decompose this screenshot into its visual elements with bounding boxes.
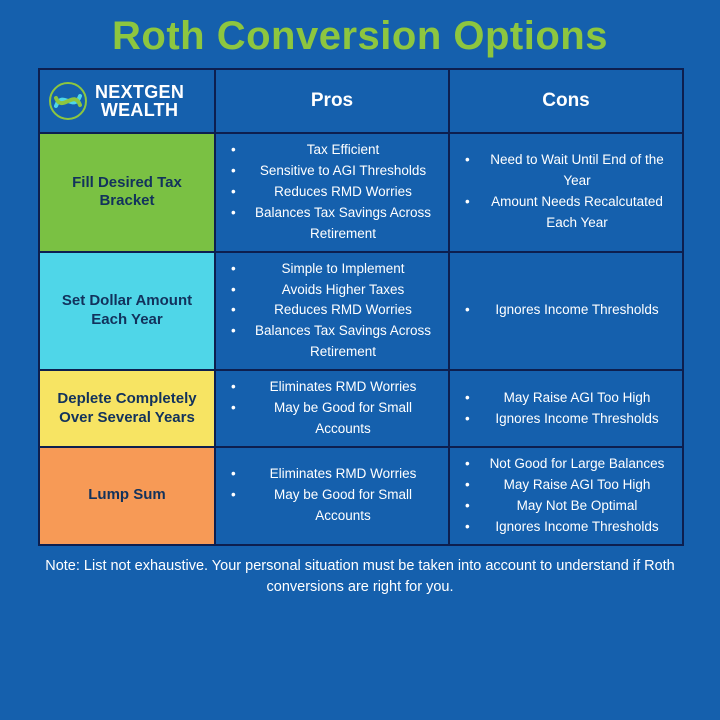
list-item-text: May Raise AGI Too High [503,476,651,492]
bullet-icon: • [231,323,236,339]
list-item [465,192,674,234]
table-body [39,133,683,545]
list-item [231,321,440,363]
list-item [231,464,440,485]
list-item-text: Ignores Income Thresholds [495,410,659,426]
list-item [231,259,440,280]
list-item [465,409,674,430]
list-item-text: Not Good for Large Balances [489,455,665,471]
bullet-icon: • [231,487,236,503]
row-pros-lump-sum [215,447,449,545]
list-item [465,150,674,192]
list-item-text: Need to Wait Until End of the Year [490,152,664,189]
row-label-fill-desired-tax-bracket: Fill Desired Tax Bracket [39,133,215,252]
list-item-text: Balances Tax Savings Across Retirement [254,323,432,360]
list-item [231,300,440,321]
logo-cell [39,69,215,133]
list-item [231,203,440,245]
list-item-text: Balances Tax Savings Across Retirement [254,204,432,241]
row-label-set-dollar-amount-each-year: Set Dollar Amount Each Year [39,252,215,371]
bullet-icon: • [231,183,236,199]
bullet-icon: • [231,379,236,395]
list-item-text: Amount Needs Recalcutated Each Year [491,194,663,231]
table-row [39,252,683,371]
row-pros-fill-desired-tax-bracket [215,133,449,252]
bullet-icon: • [465,302,470,318]
table-row [39,133,683,252]
table-header-row [39,69,683,133]
list-item-text: Eliminates RMD Worries [269,379,417,395]
row-label-deplete-completely-over-several-years: Deplete Completely Over Several Years [39,370,215,447]
bullet-icon: • [465,194,470,210]
row-pros-set-dollar-amount-each-year [215,252,449,371]
bullet-icon: • [465,152,470,168]
list-item-text: May be Good for Small Accounts [273,487,413,524]
row-cons-fill-desired-tax-bracket [449,133,683,252]
bullet-icon: • [231,466,236,482]
list-item-text: May be Good for Small Accounts [273,400,413,437]
list-item-text: May Raise AGI Too High [503,389,651,405]
bullet-icon: • [231,281,236,297]
row-pros-deplete-completely-over-several-years [215,370,449,447]
table-row [39,370,683,447]
list-item-text: Reduces RMD Worries [274,183,412,199]
list-item-text: May Not Be Optimal [516,497,638,513]
list-item [465,300,674,321]
comparison-table [38,68,684,546]
list-item-text: Ignores Income Thresholds [495,302,659,318]
bullet-icon: • [231,260,236,276]
list-item [465,388,674,409]
row-cons-lump-sum [449,447,683,545]
list-item [231,485,440,527]
list-item-text: Ignores Income Thresholds [495,518,659,534]
list-item-text: Sensitive to AGI Thresholds [259,162,427,178]
list-item-text: Tax Efficient [306,142,380,157]
column-header-pros: Pros [215,69,449,133]
bullet-icon: • [465,455,470,471]
page-title: Roth Conversion Options [112,14,608,58]
column-header-cons: Cons [449,69,683,133]
list-item [231,398,440,440]
bullet-icon: • [465,497,470,513]
list-item [231,161,440,182]
footnote: Note: List not exhaustive. Your personal situation must be taken into account to understand if Roth conversions are right for you. [45,557,675,595]
list-item-text: Avoids Higher Taxes [281,281,405,297]
list-item [231,377,440,398]
table-row [39,447,683,545]
list-item [231,280,440,301]
list-item [231,182,440,203]
bullet-icon: • [465,518,470,534]
list-item [231,140,440,161]
bullet-icon: • [465,410,470,426]
bullet-icon: • [231,142,236,157]
row-cons-deplete-completely-over-several-years [449,370,683,447]
list-item-text: Eliminates RMD Worries [269,466,417,482]
list-item [465,517,674,538]
row-cons-set-dollar-amount-each-year [449,252,683,371]
logo-line-2: WEALTH [100,100,179,120]
list-item [465,496,674,517]
logo-line-1: NEXTGEN [95,82,185,102]
bullet-icon: • [231,400,236,416]
bullet-icon: • [465,389,470,405]
row-label-lump-sum: Lump Sum [39,447,215,545]
list-item [465,475,674,496]
nextgen-wealth-logo-icon [48,81,88,121]
bullet-icon: • [231,302,236,318]
list-item [465,454,674,475]
bullet-icon: • [465,476,470,492]
bullet-icon: • [231,162,236,178]
bullet-icon: • [231,204,236,220]
list-item-text: Reduces RMD Worries [274,302,412,318]
list-item-text: Simple to Implement [281,260,405,276]
